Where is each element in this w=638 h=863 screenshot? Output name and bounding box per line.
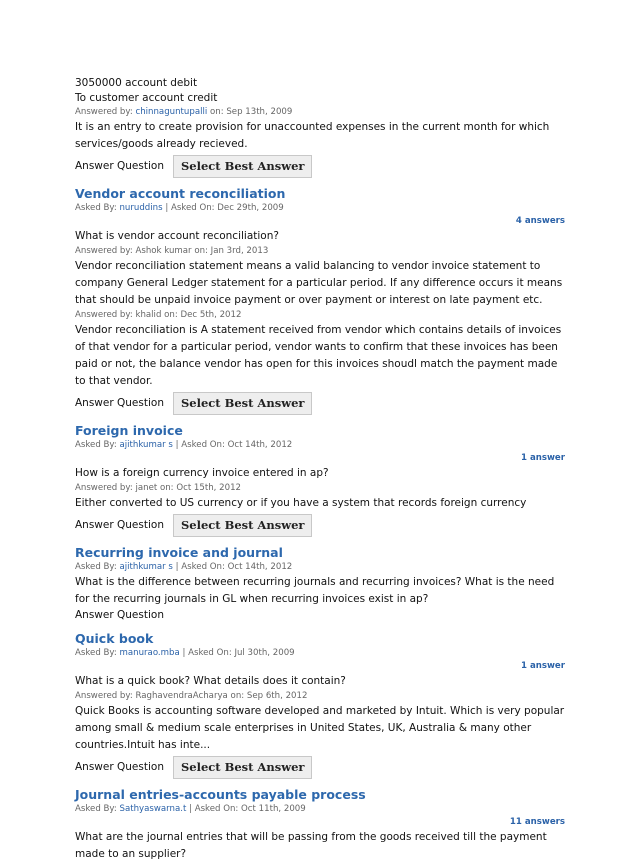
select-best-answer-button[interactable]: Select Best Answer (173, 155, 313, 178)
asked-on-label: | Asked On: (186, 804, 242, 814)
answered-by-label: Answered by: (75, 310, 136, 320)
intro-line-1: 3050000 account debit (75, 77, 198, 89)
answer-actions (75, 755, 565, 779)
select-best-answer-button[interactable]: Select Best Answer (173, 756, 313, 779)
question-text: What are the journal entries that will be passing from the goods received till the payment made to an supplier? (75, 831, 547, 860)
asked-on-label: | Asked On: (162, 203, 218, 213)
asked-by-label: Asked By: (75, 203, 120, 213)
question-title-link[interactable]: Recurring invoice and journal (75, 545, 283, 560)
question-text: What is a quick book? What details does it contain? (75, 675, 346, 687)
question-text: What is the difference between recurring journals and recurring invoices? What is the need for the recurring journals in GL when recurring invoices exist in ap? (75, 576, 555, 605)
question-block (75, 422, 565, 537)
question-text: What is vendor account reconciliation? (75, 230, 279, 242)
intro-line-2: To customer account credit (75, 92, 218, 104)
asked-date: Oct 11th, 2009 (241, 804, 306, 814)
qa-page (75, 76, 565, 863)
asked-by-meta (75, 439, 565, 452)
answer-question-link[interactable]: Answer Question (75, 160, 164, 172)
answered-by-meta (75, 245, 565, 258)
asker-link[interactable]: manurao.mba (119, 648, 180, 658)
question-title-link[interactable]: Journal entries-accounts payable process (75, 787, 366, 802)
answerer-name: RaghavendraAcharya (135, 691, 228, 701)
asked-date: Oct 14th, 2012 (227, 562, 293, 572)
asked-on-label: | Asked On: (172, 562, 228, 572)
on-label: on: (191, 246, 211, 256)
answered-date: Dec 5th, 2012 (180, 310, 242, 320)
answered-by-meta (75, 482, 565, 495)
select-best-answer-button[interactable]: Select Best Answer (173, 514, 313, 537)
asker-link[interactable]: nuruddins (119, 203, 163, 213)
on-label: on: (227, 691, 247, 701)
question-block (75, 630, 565, 779)
answer-text: Quick Books is accounting software developed and marketed by Intuit. Which is very popular among small & medium scale enterprises in United States, UK, Australia & many other countries.Intuit has inte... (75, 705, 565, 751)
answer-text: Either converted to US currency or if you have a system that records foreign currency (75, 497, 527, 509)
answer-actions (75, 391, 565, 415)
answer-text: It is an entry to create provision for unaccounted expenses in the current month for which services/goods already recieved. (75, 121, 550, 150)
answer-question-link[interactable]: Answer Question (75, 397, 164, 409)
asked-date: Oct 14th, 2012 (227, 440, 293, 450)
asked-by-label: Asked By: (75, 440, 120, 450)
asked-by-meta (75, 202, 565, 215)
asked-by-meta (75, 803, 565, 816)
asked-by-label: Asked By: (75, 562, 120, 572)
answer-text: Vendor reconciliation is A statement received from vendor which contains details of invoices of that vendor for a particular period, vendor wants to confirm that these invoices has been paid or not, the balance vendor has open for this invoices shoudl match the payment made to that vendor. (75, 324, 562, 387)
asked-on-label: | Asked On: (172, 440, 228, 450)
question-text: How is a foreign currency invoice entered in ap? (75, 467, 329, 479)
answered-by-meta (75, 106, 565, 119)
answered-date: on: Sep 13th, 2009 (207, 107, 293, 117)
answer-question-link[interactable]: Answer Question (75, 519, 164, 531)
asker-link[interactable]: Sathyaswarna.t (119, 804, 187, 814)
answer-count-link[interactable]: 1 answer (520, 453, 565, 463)
question-title-link[interactable]: Quick book (75, 631, 154, 646)
answer-count-link[interactable]: 1 answer (520, 661, 565, 671)
answerer-link[interactable]: chinnaguntupalli (135, 107, 208, 117)
asked-by-meta (75, 561, 565, 574)
asker-link[interactable]: ajithkumar s (119, 562, 173, 572)
answered-by-meta (75, 309, 565, 322)
asked-by-meta (75, 647, 565, 660)
answer-count-link[interactable]: 11 answers (509, 817, 565, 827)
answerer-name: Ashok kumar (135, 246, 192, 256)
asked-on-label: | Asked On: (179, 648, 235, 658)
answered-by-label: Answered by: (75, 483, 136, 493)
on-label: on: (157, 483, 177, 493)
asked-date: Dec 29th, 2009 (217, 203, 284, 213)
select-best-answer-button[interactable]: Select Best Answer (173, 392, 313, 415)
answered-by-label: Answered by: (75, 691, 136, 701)
answer-actions (75, 513, 565, 537)
answer-question-link[interactable]: Answer Question (75, 609, 164, 621)
question-title-link[interactable]: Vendor account reconciliation (75, 186, 286, 201)
question-block (75, 544, 565, 623)
answerer-name: janet (135, 483, 158, 493)
answered-date: Jan 3rd, 2013 (210, 246, 269, 256)
intro-block (75, 76, 565, 178)
question-title-link[interactable]: Foreign invoice (75, 423, 183, 438)
answered-date: Sep 6th, 2012 (246, 691, 308, 701)
asked-by-label: Asked By: (75, 804, 120, 814)
answered-by-meta (75, 690, 565, 703)
answered-by-label: Answered by: (75, 246, 136, 256)
answered-by-label: Answered by: (75, 107, 136, 117)
answer-question-link[interactable]: Answer Question (75, 761, 164, 773)
asked-date: Jul 30th, 2009 (234, 648, 295, 658)
answer-text: Vendor reconciliation statement means a valid balancing to vendor invoice statement to company General Ledger statement for a particular period. If any difference occurs it means that should be unpaid invoice payment or over payment or interest on late payment etc. (75, 260, 563, 306)
answered-date: Oct 15th, 2012 (176, 483, 242, 493)
answer-count-link[interactable]: 4 answers (515, 216, 565, 226)
asker-link[interactable]: ajithkumar s (119, 440, 173, 450)
on-label: on: (161, 310, 181, 320)
question-block (75, 786, 565, 863)
asked-by-label: Asked By: (75, 648, 120, 658)
question-block (75, 185, 565, 415)
answer-actions (75, 154, 565, 178)
answerer-name: khalid (135, 310, 162, 320)
